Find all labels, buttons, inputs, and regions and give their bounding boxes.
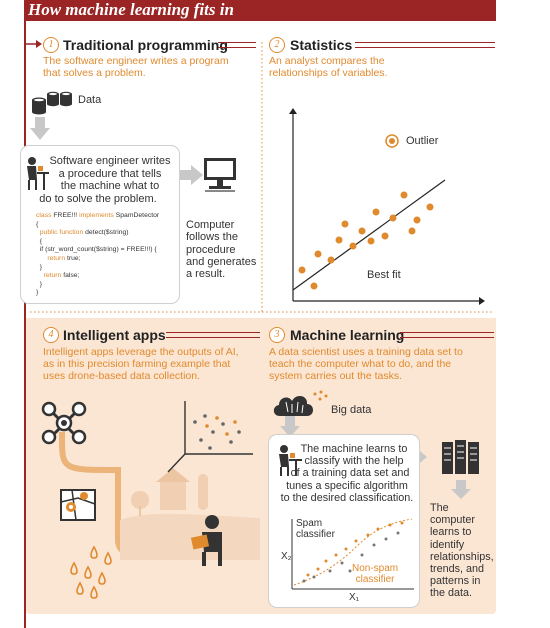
non-spam-point bbox=[361, 554, 364, 557]
server-icon bbox=[440, 438, 482, 476]
non-spam-point bbox=[303, 580, 306, 583]
non-spam-classifier-label: Non-spam classifier bbox=[352, 563, 399, 585]
data-point bbox=[315, 251, 322, 258]
cloud-icon bbox=[270, 390, 318, 420]
non-spam-point bbox=[385, 538, 388, 541]
spam-point bbox=[345, 548, 348, 551]
scatter-dot bbox=[193, 420, 197, 424]
non-spam-point bbox=[313, 576, 316, 579]
field-map-icon bbox=[58, 484, 98, 524]
traditional-subtitle: The software engineer writes a program that solves a problem. bbox=[43, 55, 229, 79]
computer-icon bbox=[203, 157, 237, 195]
down-arrow-stem bbox=[35, 117, 45, 129]
spam-point bbox=[377, 528, 380, 531]
data-point bbox=[350, 243, 357, 250]
section-title-statistics: Statistics bbox=[290, 37, 353, 53]
non-spam-point bbox=[397, 532, 400, 535]
data-point bbox=[311, 283, 318, 290]
statistics-subtitle: An analyst compares the relationships of variables. bbox=[269, 55, 388, 79]
3d-scatter-icon bbox=[165, 396, 255, 476]
data-point bbox=[390, 215, 397, 222]
farmer-with-laptop-icon bbox=[190, 512, 226, 568]
spam-point bbox=[389, 524, 392, 527]
section-title-traditional: Traditional programming bbox=[63, 37, 228, 53]
data-point bbox=[373, 209, 380, 216]
data-point bbox=[359, 228, 366, 235]
scatter-dot bbox=[233, 420, 237, 424]
title-rule bbox=[400, 332, 494, 338]
data-label: Data bbox=[78, 94, 102, 106]
data-point bbox=[427, 204, 434, 211]
scatter-dot bbox=[199, 438, 203, 442]
big-data-label: Big data bbox=[331, 404, 372, 416]
title-rule bbox=[218, 42, 256, 48]
best-fit-label: Best fit bbox=[367, 269, 401, 281]
y-axis-arrowhead bbox=[289, 108, 297, 114]
non-spam-point bbox=[341, 562, 344, 565]
title-rule bbox=[355, 42, 495, 48]
right-arrow-stem bbox=[180, 170, 192, 180]
data-point bbox=[299, 267, 306, 274]
spam-classifier-label: Spam classifier bbox=[296, 518, 335, 540]
banner-arrow bbox=[25, 27, 36, 44]
non-spam-point bbox=[373, 544, 376, 547]
non-spam-point bbox=[329, 570, 332, 573]
ml-computer-description: The computer learns to identify relationships, trends, and patterns in the data. bbox=[430, 502, 494, 600]
title-rule bbox=[166, 332, 260, 338]
scatter-dot bbox=[205, 424, 209, 428]
data-point bbox=[382, 233, 389, 240]
spam-point bbox=[355, 540, 358, 543]
right-arrow-head bbox=[191, 165, 203, 185]
database-icon bbox=[30, 88, 74, 118]
scatter-dot bbox=[203, 414, 207, 418]
spam-point bbox=[317, 568, 320, 571]
scatter-dot bbox=[215, 416, 219, 420]
computer-description: Computer follows the procedure and generates a result. bbox=[186, 219, 257, 281]
spam-point bbox=[335, 554, 338, 557]
water-drops-icon bbox=[66, 545, 124, 600]
x2-axis-label: X₂ bbox=[281, 551, 292, 562]
intelligent-subtitle: Intelligent apps leverage the outputs of AI, as in this precision farming example that uses drone-based data collection. bbox=[43, 346, 239, 382]
data-point bbox=[401, 192, 408, 199]
data-point bbox=[368, 238, 375, 245]
ml-subtitle: A data scientist uses a training data set to teach the computer what to do, and the system carries out the tasks. bbox=[269, 346, 463, 382]
outlier-point bbox=[389, 138, 395, 144]
page-title: How machine learning fits in bbox=[28, 0, 234, 19]
banner-arrow-head bbox=[36, 40, 42, 48]
data-point bbox=[414, 217, 421, 224]
step-number-1: 1 bbox=[43, 37, 59, 53]
scatter-dot bbox=[208, 446, 212, 450]
training-description: The machine learns to classify with the help of a training data set and tunes a specific algorithm to the desired classification. bbox=[280, 443, 414, 504]
spam-point bbox=[401, 522, 404, 525]
section-title-machine-learning: Machine learning bbox=[290, 327, 405, 343]
ml-down-arrow2-stem bbox=[456, 480, 466, 490]
spam-point bbox=[325, 560, 328, 563]
data-point bbox=[336, 237, 343, 244]
ml-down-arrow2-head bbox=[451, 489, 471, 499]
data-point bbox=[328, 257, 335, 264]
step-number-3: 3 bbox=[269, 327, 285, 343]
spam-point bbox=[307, 574, 310, 577]
data-point bbox=[409, 228, 416, 235]
scatter-dot bbox=[237, 430, 241, 434]
scatter-dot bbox=[229, 440, 233, 444]
step-number-2: 2 bbox=[269, 37, 285, 53]
spam-point bbox=[367, 534, 370, 537]
drone-icon bbox=[40, 400, 88, 446]
data-dots-icon bbox=[312, 390, 330, 404]
data-point bbox=[342, 221, 349, 228]
x-axis-arrowhead bbox=[479, 297, 485, 305]
x1-axis-label: X₁ bbox=[349, 592, 360, 603]
section-title-intelligent-apps: Intelligent apps bbox=[63, 327, 166, 343]
scatter-dot bbox=[225, 432, 229, 436]
outlier-label: Outlier bbox=[406, 135, 439, 147]
scatter-dot bbox=[221, 422, 225, 426]
procedure-description: Software engineer writes a procedure that tells the machine what to do to solve the problem. bbox=[39, 155, 171, 205]
step-number-4: 4 bbox=[43, 327, 59, 343]
scatter-dot bbox=[211, 430, 215, 434]
code-sample: class FREE!!! implements SpamDetector { public function detect($string) { if (str_word_count($string) = FREE!!!) { return true; } return false; } } bbox=[36, 212, 160, 297]
down-arrow-head bbox=[30, 128, 50, 140]
